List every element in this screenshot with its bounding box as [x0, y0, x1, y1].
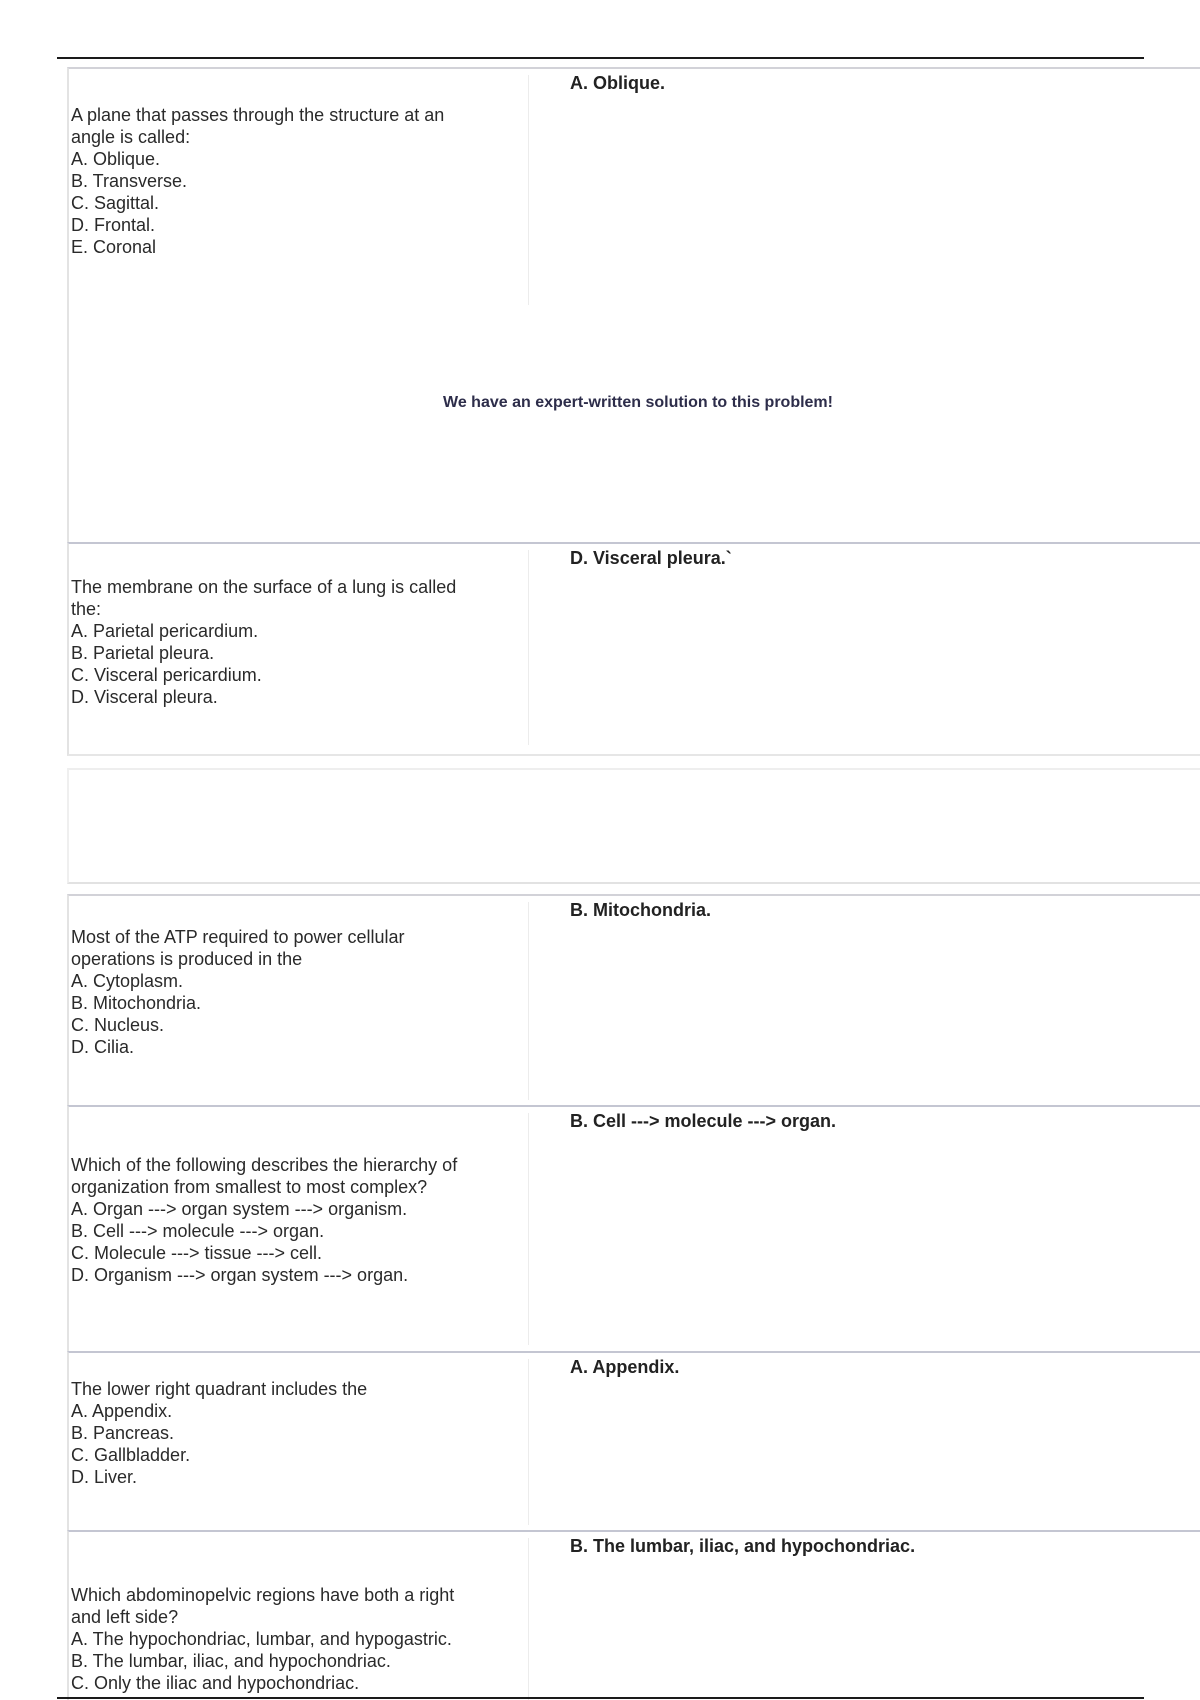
top-rule — [57, 57, 1144, 59]
term-text — [69, 1154, 529, 1286]
term-line: The lower right quadrant includes the — [71, 1379, 368, 1399]
term-line: C. Molecule ---> tissue ---> cell. — [71, 1243, 323, 1263]
definition-text: B. Cell ---> molecule ---> organ. — [570, 1111, 837, 1131]
term-text — [69, 104, 529, 258]
column-divider — [528, 1538, 529, 1700]
term-line: C. Sagittal. — [71, 193, 160, 213]
term-line: Which abdominopelvic regions have both a right — [71, 1585, 455, 1605]
flashcard-3 — [67, 894, 1200, 1110]
flashcard-6 — [67, 1530, 1200, 1700]
term-line: operations is produced in the — [71, 949, 303, 969]
term-line: C. Gallbladder. — [71, 1445, 191, 1465]
expert-solution-banner[interactable]: We have an expert-written solution to this problem! — [443, 394, 833, 411]
definition-text: D. Visceral pleura.` — [570, 548, 732, 568]
term-line: A. Organ ---> organ system ---> organism. — [71, 1199, 408, 1219]
term-line: and left side? — [71, 1607, 179, 1627]
term-line: A. Parietal pericardium. — [71, 621, 259, 641]
term-line: A. The hypochondriac, lumbar, and hypogastric. — [71, 1629, 452, 1649]
term-line: A. Cytoplasm. — [71, 971, 184, 991]
empty-card — [67, 768, 1200, 884]
term-line: B. Cell ---> molecule ---> organ. — [71, 1221, 325, 1241]
column-divider — [528, 75, 529, 305]
term-line: C. Only the iliac and hypochondriac. — [71, 1673, 360, 1693]
term-text — [69, 926, 529, 1058]
term-line: A. Oblique. — [71, 149, 161, 169]
term-line: D. Frontal. — [71, 215, 156, 235]
term-text — [69, 576, 529, 708]
term-line: D. Organism ---> organ system ---> organ. — [71, 1265, 409, 1285]
term-line: B. Transverse. — [71, 171, 188, 191]
term-text — [69, 1378, 529, 1488]
term-line: The membrane on the surface of a lung is called — [71, 577, 457, 597]
term-line: Most of the ATP required to power cellular — [71, 927, 405, 947]
definition-text: B. Mitochondria. — [570, 900, 711, 920]
column-divider — [528, 1359, 529, 1525]
term-line: B. Mitochondria. — [71, 993, 202, 1013]
bottom-rule — [57, 1697, 1144, 1699]
flashcard-4 — [67, 1105, 1200, 1355]
definition-text: B. The lumbar, iliac, and hypochondriac. — [570, 1536, 916, 1556]
term-line: the: — [71, 599, 102, 619]
column-divider — [528, 1113, 529, 1345]
term-line: Which of the following describes the hierarchy of — [71, 1155, 458, 1175]
definition-text: A. Appendix. — [570, 1357, 680, 1377]
term-line: D. Cilia. — [71, 1037, 135, 1057]
term-line: D. Visceral pleura. — [71, 687, 218, 707]
term-line: A. Appendix. — [71, 1401, 173, 1421]
term-line: B. The lumbar, iliac, and hypochondriac. — [71, 1651, 391, 1671]
term-line: organization from smallest to most complex? — [71, 1177, 428, 1197]
term-line: D. Liver. — [71, 1467, 138, 1487]
flashcard-2 — [67, 542, 1200, 756]
definition-text: A. Oblique. — [570, 73, 666, 93]
term-line: B. Parietal pleura. — [71, 643, 215, 663]
term-text — [69, 1584, 529, 1694]
column-divider — [528, 550, 529, 745]
term-line: A plane that passes through the structure at an — [71, 105, 445, 125]
column-divider — [528, 902, 529, 1100]
flashcard-5 — [67, 1351, 1200, 1534]
term-line: C. Nucleus. — [71, 1015, 165, 1035]
term-line: E. Coronal — [71, 237, 157, 257]
flashcard-1 — [67, 67, 1200, 544]
term-line: B. Pancreas. — [71, 1423, 175, 1443]
term-line: angle is called: — [71, 127, 191, 147]
term-line: C. Visceral pericardium. — [71, 665, 262, 685]
